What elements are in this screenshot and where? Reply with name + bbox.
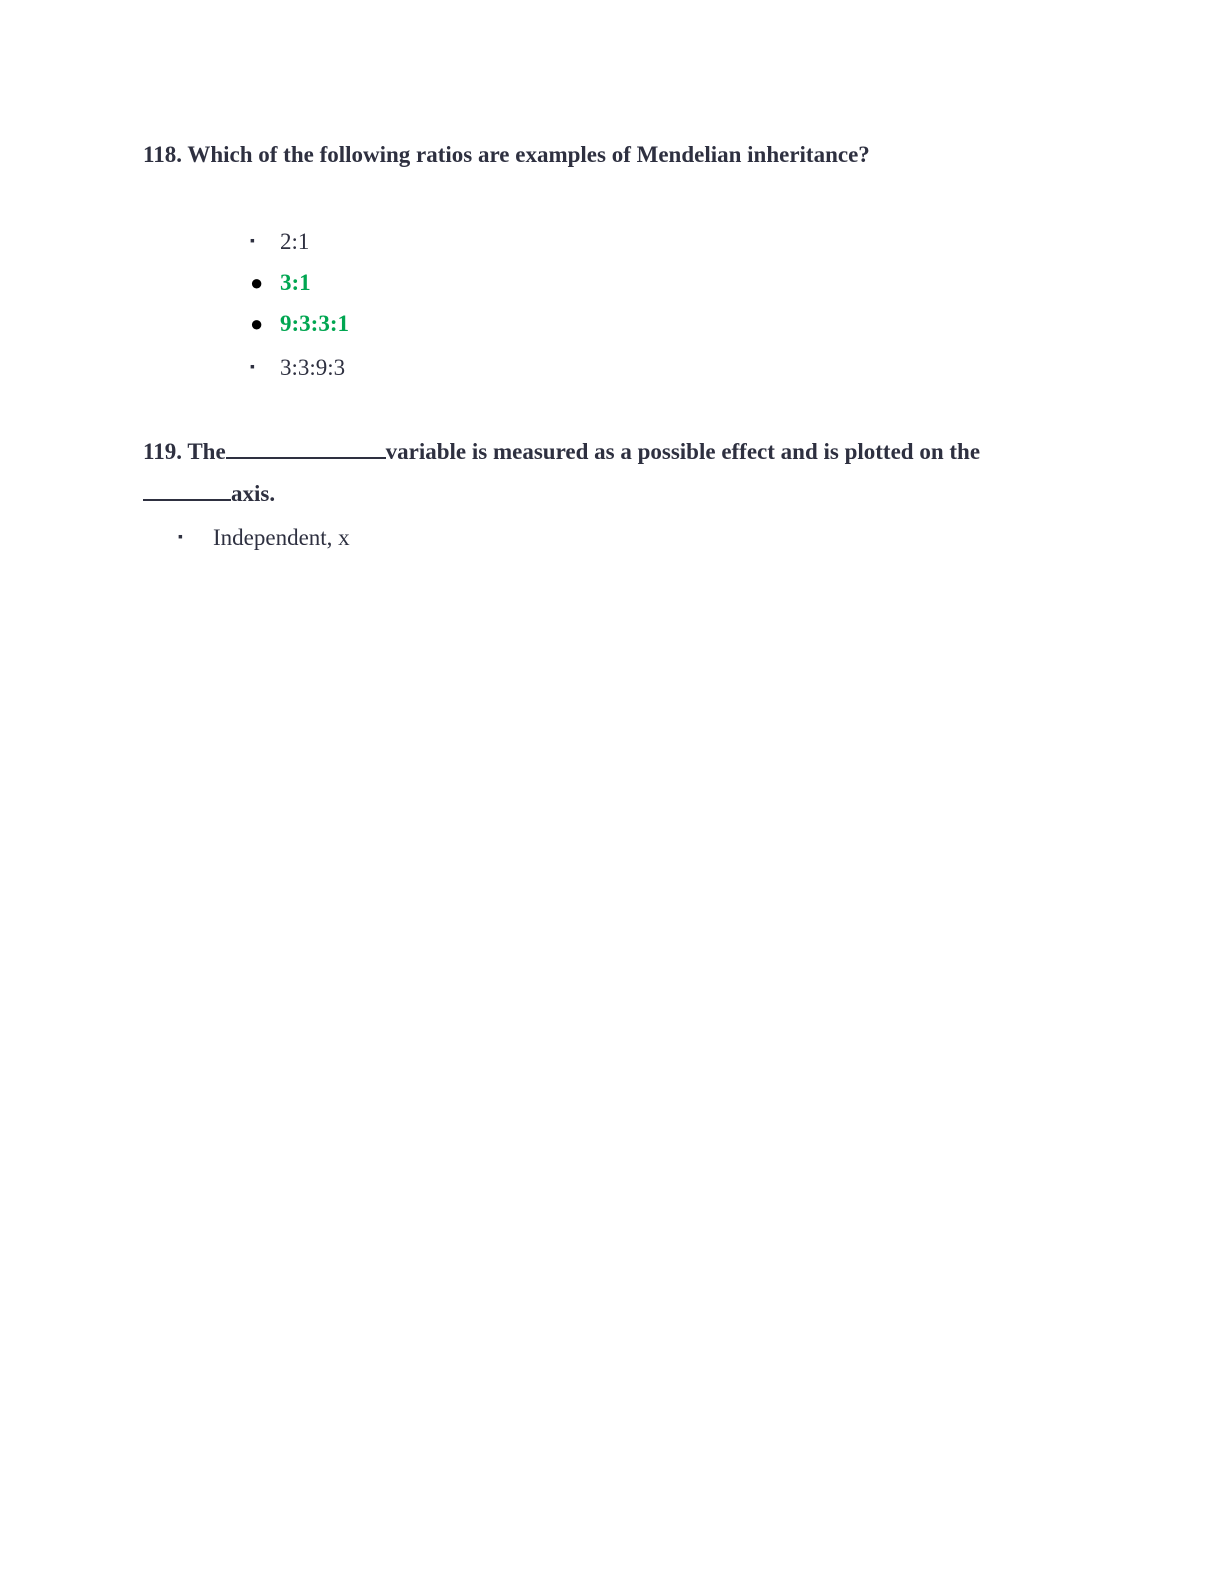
question-118-option-a bbox=[250, 230, 309, 253]
question-119-middle: variable is measured as a possible effect and is plotted on the bbox=[385, 439, 981, 464]
bullet-icon: ▪ bbox=[178, 529, 183, 545]
question-119-title-line1 bbox=[143, 439, 980, 463]
bullet-icon: ● bbox=[250, 269, 264, 295]
option-text: 3:3:9:3 bbox=[280, 355, 346, 380]
option-text: Independent, x bbox=[213, 525, 350, 550]
option-text-correct: 3:1 bbox=[280, 270, 311, 295]
bullet-icon: ▪ bbox=[250, 359, 255, 375]
question-119-prefix: 119. The bbox=[143, 439, 226, 464]
question-118-option-d bbox=[250, 356, 345, 379]
question-118-title: 118. Which of the following ratios are examples of Mendelian inheritance? bbox=[143, 142, 870, 167]
option-text-correct: 9:3:3:1 bbox=[280, 311, 349, 336]
answer-blank bbox=[226, 439, 386, 459]
bullet-icon: ● bbox=[250, 310, 264, 336]
question-119-suffix: axis. bbox=[231, 481, 276, 506]
answer-blank bbox=[143, 481, 231, 501]
question-119-option-a bbox=[178, 526, 350, 549]
option-text: 2:1 bbox=[280, 229, 310, 254]
question-118-option-b bbox=[250, 271, 311, 294]
question-119-title-line2 bbox=[143, 481, 275, 505]
question-118-option-c bbox=[250, 312, 349, 335]
bullet-icon: ▪ bbox=[250, 233, 255, 249]
